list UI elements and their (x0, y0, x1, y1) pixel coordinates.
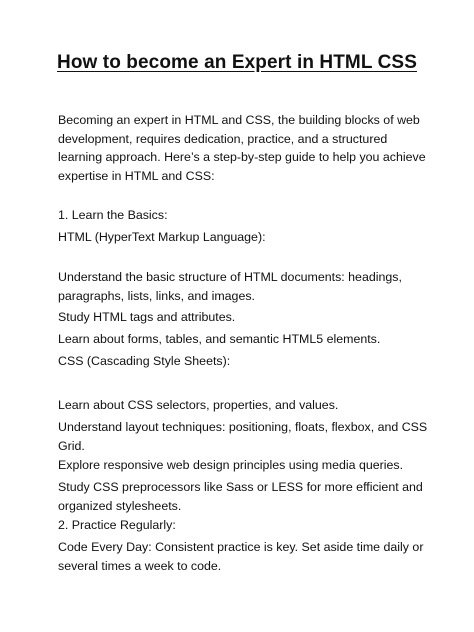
document-title: How to become an Expert in HTML CSS (57, 52, 417, 73)
text-line: Understand the basic structure of HTML documents: headings, (58, 270, 402, 284)
text-line: paragraphs, lists, links, and images. (58, 288, 255, 303)
paragraph-html-structure (58, 268, 418, 305)
text-line: Study HTML tags and attributes. (58, 310, 236, 324)
text-line: Explore responsive web design principles using media queries. (58, 458, 404, 472)
text-line: several times a week to code. (58, 558, 222, 573)
text-line: expertise in HTML and CSS: (58, 168, 215, 183)
subheading-css (58, 352, 418, 371)
section-heading-learn-basics (58, 206, 418, 225)
text-line: Learn about CSS selectors, properties, and values. (58, 398, 339, 412)
subheading-html (58, 228, 418, 247)
text-line: CSS (Cascading Style Sheets): (58, 354, 231, 368)
text-line: Learn about forms, tables, and semantic HTML5 elements. (58, 332, 381, 346)
intro-paragraph (58, 111, 426, 185)
text-line: Understand layout techniques: positioning, floats, flexbox, and CSS (58, 420, 428, 434)
text-line: organized stylesheets. (58, 498, 182, 513)
text-line: Study CSS preprocessors like Sass or LESS for more efficient and (58, 480, 423, 494)
paragraph-responsive-design (58, 456, 418, 475)
text-line: Code Every Day: Consistent practice is key. Set aside time daily or (58, 540, 424, 554)
paragraph-html-tags (58, 308, 418, 327)
paragraph-html-forms (58, 330, 418, 349)
paragraph-css-selectors (58, 396, 418, 415)
text-line: Becoming an expert in HTML and CSS, the building blocks of web (58, 113, 420, 127)
text-line: HTML (HyperText Markup Language): (58, 230, 266, 244)
section-heading-practice (58, 516, 418, 535)
paragraph-css-preprocessors (58, 478, 423, 515)
text-line: 2. Practice Regularly: (58, 518, 176, 532)
text-line: Grid. (58, 438, 85, 453)
text-line: development, requires dedication, practice, and a structured (58, 131, 388, 146)
paragraph-code-every-day (58, 538, 424, 575)
paragraph-css-layout (58, 418, 428, 455)
text-line: learning approach. Here’s a step-by-step guide to help you achieve (58, 150, 426, 164)
text-line: 1. Learn the Basics: (58, 208, 168, 222)
